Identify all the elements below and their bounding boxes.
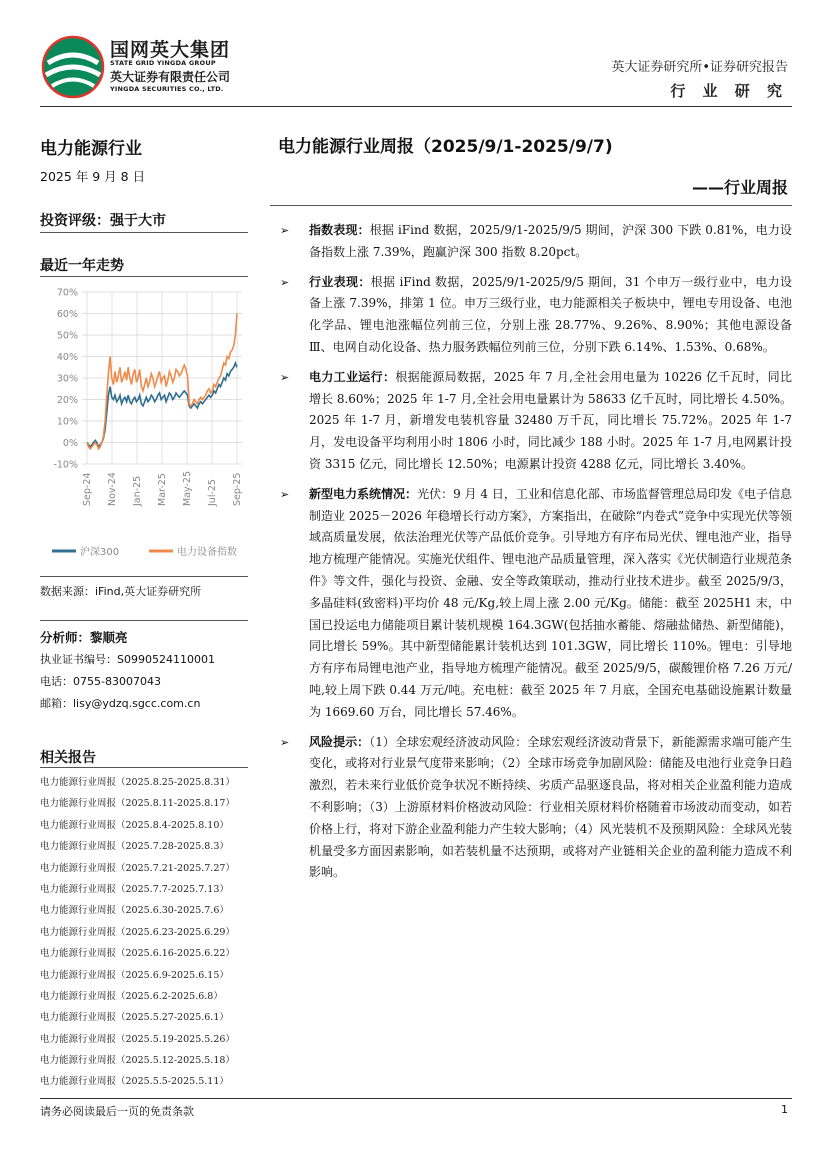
arrow-bullet-icon: ➢ (280, 370, 290, 384)
company-logo (40, 33, 106, 101)
bullet-heading: 电力工业运行： (309, 369, 396, 384)
report-type: 行 业 研 究 (670, 82, 788, 100)
y-tick-label: 50% (56, 330, 78, 342)
x-tick-label: Jan-25 (132, 475, 143, 506)
disclaimer-note: 请务必阅读最后一页的免责条款 (40, 1105, 194, 1118)
y-tick-label: -10% (53, 459, 78, 471)
x-tick-label: Mar-25 (157, 473, 168, 506)
company-en-name: YINGDA SECURITIES CO., LTD. (110, 85, 224, 93)
bullet-text: 根据 iFind 数据，2025/9/1-2025/9/5 期间，31 个申万一级行业中，电力设备上涨 7.39%，排第 1 位。申万三级行业，电力能源相关子板块中，锂电专用设备、电池化学品、锂电池涨幅位列前三位，分别上涨 28.77%、9.26%、8.90%；其他电源设备Ⅲ、电网自动化设备、热力服务跌幅位列前三位，分别下跌 6.14%、1.53%、0.68%。 (309, 274, 792, 354)
bullet-text: 根据能源局数据，2025 年 7 月,全社会用电量为 10226 亿千瓦时，同比增长 8.60%；2025 年 1-7 月,全社会用电量累计为 58633 亿千瓦时，同比增长 4.50%。2025 年 1-7 月，新增发电装机容量 32480 万千瓦，同比增长 75.72%。2025 年 1-7 月，发电设备平均利用小时 1806 小时，同比减少 188 小时。2025 年 1-7 月,电网累计投资 3315 亿元，同比增长 12.50%；电源累计投资 4288 亿元，同比增长 3.40%。 (309, 369, 792, 471)
logo-cn-name: 国网英大集团 (110, 39, 231, 61)
related-report-item[interactable]: 电力能源行业周报（2025.7.28-2025.8.3） (40, 841, 229, 853)
related-report-item[interactable]: 电力能源行业周报（2025.8.25-2025.8.31） (40, 777, 235, 788)
y-tick-label: 0% (62, 438, 78, 449)
analyst-divider (40, 620, 248, 621)
header-divider (40, 106, 792, 107)
related-reports-title: 相关报告 (40, 750, 96, 766)
title-divider (270, 205, 792, 206)
data-source: 数据来源：iFind,英大证券研究所 (40, 585, 202, 598)
summary-bullet (278, 732, 792, 885)
related-report-item[interactable]: 电力能源行业周报（2025.6.9-2025.6.15） (40, 969, 229, 981)
chart-bottom-divider (40, 576, 248, 577)
company-cn-name: 英大证券有限责任公司 (110, 70, 231, 84)
bullet-text: （1）全球宏观经济波动风险：全球宏观经济波动背景下，新能源需求端可能产生变化，或将对行业景气度带来影响；（2）全球市场竞争加剧风险：储能及电池行业竞争日趋激烈，若未来行业低价竞争状况不断持续、劣质产品驱逐良品，将对相关企业盈利能力造成不利影响；（3）上游原材料价格波动风险：行业相关原材料价格随着市场波动而变动，如若价格上行，将对下游企业盈利能力产生较大影响；（4）风光装机不及预期风险：全球风光装机量受多方面因素影响，如若装机量不达预期，或将对产业链相关企业的盈利能力造成不利影响。 (309, 734, 792, 880)
summary-bullet (278, 272, 792, 359)
trend-chart (40, 282, 250, 572)
trend-title: 最近一年走势 (40, 258, 124, 274)
x-tick-label: Sep-25 (232, 472, 243, 506)
related-report-item[interactable]: 电力能源行业周报（2025.6.2-2025.6.8） (40, 990, 223, 1002)
related-report-item[interactable]: 电力能源行业周报（2025.6.30-2025.7.6） (40, 905, 229, 917)
rating-divider (40, 232, 248, 233)
related-report-item[interactable]: 电力能源行业周报（2025.5.12-2025.5.18） (40, 1055, 235, 1067)
legend-label: 电力设备指数 (177, 547, 237, 558)
report-date: 2025 年 9 月 8 日 (40, 169, 146, 184)
analyst-phone: 电话：0755-83007043 (40, 675, 161, 688)
summary-bullet (278, 220, 792, 264)
cert-number: 执业证书编号：S0990524110001 (40, 653, 215, 666)
arrow-bullet-icon: ➢ (280, 735, 290, 749)
related-report-item[interactable]: 电力能源行业周报（2025.5.27-2025.6.1） (40, 1012, 229, 1024)
footer-divider (40, 1098, 792, 1099)
industry-name: 电力能源行业 (40, 139, 142, 159)
institute-label: 英大证券研究所•证券研究报告 (611, 60, 788, 75)
arrow-bullet-icon: ➢ (280, 487, 290, 501)
related-report-item[interactable]: 电力能源行业周报（2025.6.16-2025.6.22） (40, 948, 235, 960)
analyst-name: 分析师：黎顺亮 (40, 630, 128, 645)
bullet-heading: 新型电力系统情况： (309, 486, 418, 501)
summary-bullets (278, 220, 792, 892)
y-tick-label: 10% (56, 416, 78, 428)
y-tick-label: 60% (56, 309, 78, 320)
analyst-email: 邮箱：lisy@ydzq.sgcc.com.cn (40, 697, 201, 710)
x-tick-label: Sep-24 (82, 472, 93, 506)
investment-rating: 投资评级：强于大市 (40, 213, 166, 229)
legend-label: 沪深300 (80, 547, 120, 558)
x-tick-label: Jul-25 (207, 479, 218, 506)
y-tick-label: 30% (56, 373, 78, 385)
related-report-item[interactable]: 电力能源行业周报（2025.5.5-2025.5.11） (40, 1076, 229, 1088)
bullet-text: 光伏：9 月 4 日，工业和信息化部、市场监督管理总局印发《电子信息制造业 2025－2026 年稳增长行动方案》，方案指出，在破除“内卷式”竞争中实现光伏等领域高质量发展，依法治理光伏等产品低价竞争。引导地方有序布局光伏、锂电池产业，指导地方梳理产能情况。实施光伏组件、锂电池产品质量管理，深入落实《光伏制造行业规范条件》等文件，强化与投资、金融、安全等政策联动，推动行业技术进步。截至 2025/9/3，多晶硅料(致密料)平均价 48 元/Kg,较上周上涨 2.00 元/Kg。储能：截至 2025H1 末，中国已投运电力储能项目累计装机规模 164.3GW(包括抽水蓄能、熔融盐储热、新型储能)，同比增长 59%。其中新型储能累计装机达到 101.3GW，同比增长 110%。锂电：引导地方有序布局锂电池产业，指导地方梳理产能情况。截至 2025/9/5，碳酸锂价格 7.26 万元/吨,较上周下跌 0.44 万元/吨。充电桩：截至 2025 年 7 月底，全国充电基础设施累计数量为 1669.60 万台，同比增长 57.46%。 (309, 486, 792, 719)
y-tick-label: 20% (56, 395, 78, 406)
bullet-heading: 行业表现： (309, 274, 371, 289)
related-divider (40, 767, 248, 768)
report-title: 电力能源行业周报（2025/9/1-2025/9/7) (278, 137, 613, 157)
related-report-item[interactable]: 电力能源行业周报（2025.8.11-2025.8.17） (40, 798, 235, 810)
trend-divider (40, 276, 248, 277)
x-tick-label: Nov-24 (107, 472, 118, 506)
summary-bullet (278, 484, 792, 724)
related-report-item[interactable]: 电力能源行业周报（2025.8.4-2025.8.10） (40, 819, 229, 831)
logo-en-name: STATE GRID YINGDA GROUP (110, 59, 216, 67)
report-subtitle: ——行业周报 (691, 178, 788, 197)
bullet-text: 根据 iFind 数据，2025/9/1-2025/9/5 期间，沪深 300 下跌 0.81%，电力设备指数上涨 7.39%，跑赢沪深 300 指数 8.20pct。 (309, 223, 792, 259)
related-report-item[interactable]: 电力能源行业周报（2025.7.7-2025.7.13） (40, 883, 229, 895)
related-report-item[interactable]: 电力能源行业周报（2025.6.23-2025.6.29） (40, 926, 235, 938)
related-reports-list (40, 772, 260, 1093)
arrow-bullet-icon: ➢ (280, 275, 290, 289)
x-tick-label: May-25 (182, 471, 193, 506)
bullet-heading: 指数表现： (309, 223, 370, 237)
y-tick-label: 40% (56, 352, 78, 363)
related-report-item[interactable]: 电力能源行业周报（2025.7.21-2025.7.27） (40, 862, 235, 874)
bullet-heading: 风险提示： (309, 734, 370, 749)
arrow-bullet-icon: ➢ (280, 224, 290, 237)
summary-bullet (278, 367, 792, 476)
related-report-item[interactable]: 电力能源行业周报（2025.5.19-2025.5.26） (40, 1033, 235, 1045)
y-tick-label: 70% (56, 287, 78, 299)
page-number: 1 (781, 1103, 788, 1116)
